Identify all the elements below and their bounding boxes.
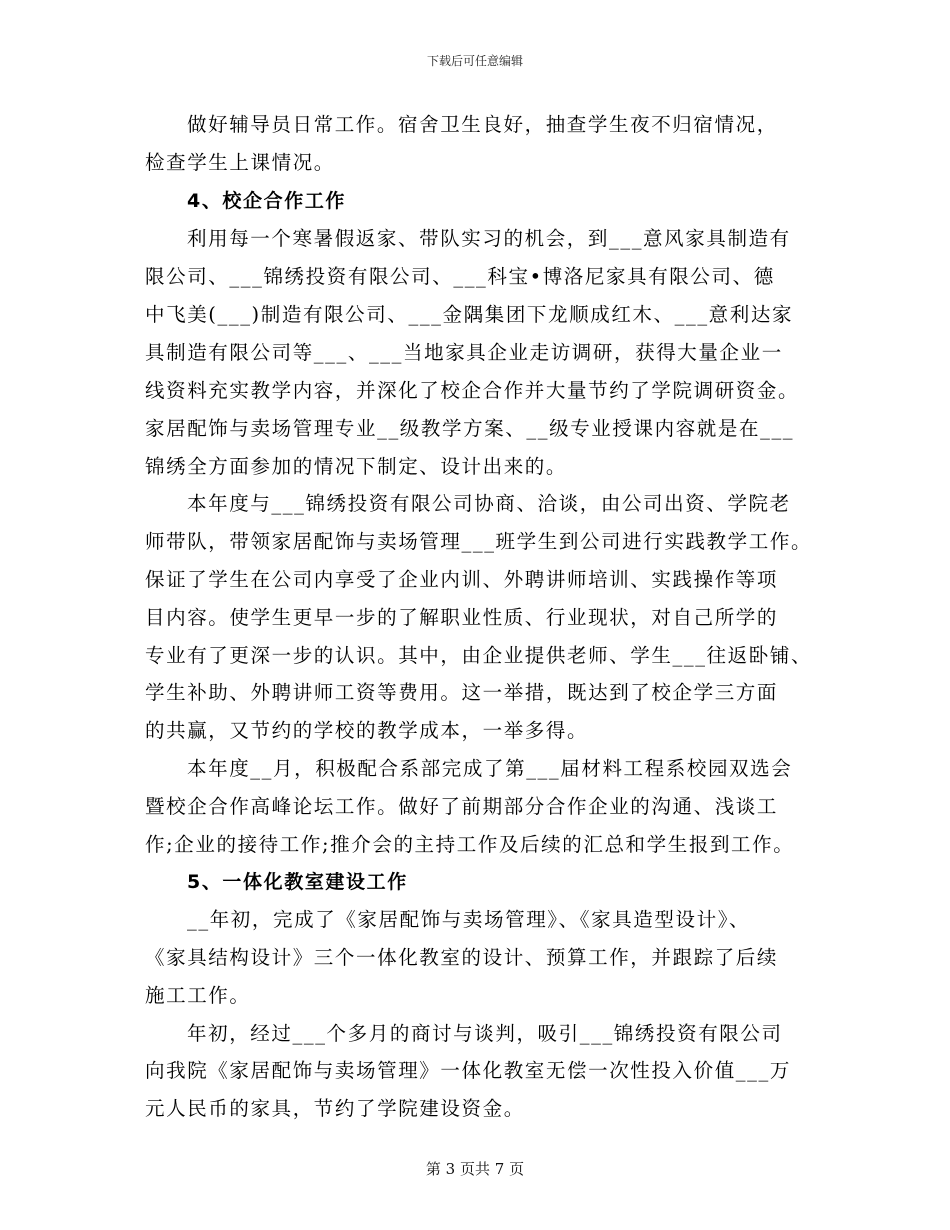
paragraph-line: 保证了学生在公司内享受了企业内训、外聘讲师培训、实践操作等项: [145, 568, 779, 591]
paragraph-line: 元人民币的家具，节约了学院建设资金。: [145, 1097, 525, 1120]
paragraph-line: 目内容。使学生更早一步的了解职业性质、行业现状，对自己所学的: [145, 606, 779, 629]
paragraph-line: 本年度与___锦绣投资有限公司协商、洽谈，由公司出资、学院老: [187, 492, 791, 515]
paragraph-line: 年初，经过___个多月的商讨与谈判，吸引___锦绣投资有限公司: [187, 1022, 783, 1045]
paragraph-line: 专业有了更深一步的认识。其中，由企业提供老师、学生___往返卧铺、: [145, 644, 813, 667]
paragraph-line: 检查学生上课情况。: [145, 151, 335, 174]
paragraph-line: 做好辅导员日常工作。宿舍卫生良好，抽查学生夜不归宿情况，: [187, 113, 778, 136]
section-heading: 5、一体化教室建设工作: [187, 871, 408, 893]
paragraph-line: 施工工作。: [145, 984, 251, 1007]
paragraph-line: __年初，完成了《家居配饰与卖场管理》、《家具造型设计》、: [187, 908, 751, 931]
paragraph-line: 作;企业的接待工作;推介会的主持工作及后续的汇总和学生报到工作。: [145, 833, 795, 856]
paragraph-line: 的共赢，又节约的学校的教学成本，一举多得。: [145, 719, 589, 742]
page-footer: 第 3 页共 7 页: [425, 1160, 525, 1178]
paragraph-line: 家居配饰与卖场管理专业__级教学方案、__级专业授课内容就是在___: [145, 417, 795, 440]
paragraph-line: 线资料充实教学内容，并深化了校企合作并大量节约了学院调研资金。: [145, 379, 800, 402]
paragraph-line: 具制造有限公司等___、___当地家具企业走访调研，获得大量企业一: [145, 341, 783, 364]
paragraph-line: 暨校企合作高峰论坛工作。做好了前期部分合作企业的沟通、浅谈工: [145, 795, 779, 818]
section-heading: 4、校企合作工作: [187, 190, 347, 212]
paragraph-line: 本年度__月，积极配合系部完成了第___届材料工程系校园双选会: [187, 757, 793, 780]
paragraph-line: 《家具结构设计》三个一体化教室的设计、预算工作，并跟踪了后续: [145, 946, 779, 969]
paragraph-line: 师带队，带领家居配饰与卖场管理___班学生到公司进行实践教学工作。: [145, 530, 813, 553]
paragraph-line: 向我院《家居配饰与卖场管理》一体化教室无偿一次性投入价值___万: [145, 1059, 791, 1082]
paragraph-line: 学生补助、外聘讲师工资等费用。这一举措，既达到了校企学三方面: [145, 681, 779, 704]
page-header: 下载后可任意编辑: [426, 54, 523, 68]
paragraph-line: 限公司、___锦绣投资有限公司、___科宝•博洛尼家具有限公司、德: [145, 265, 775, 288]
paragraph-line: 中飞美(___)制造有限公司、___金隅集团下龙顺成红木、___意利达家: [145, 303, 794, 326]
paragraph-line: 利用每一个寒暑假返家、带队实习的机会，到___意风家具制造有: [187, 227, 791, 250]
paragraph-line: 锦绣全方面参加的情况下制定、设计出来的。: [145, 455, 568, 478]
